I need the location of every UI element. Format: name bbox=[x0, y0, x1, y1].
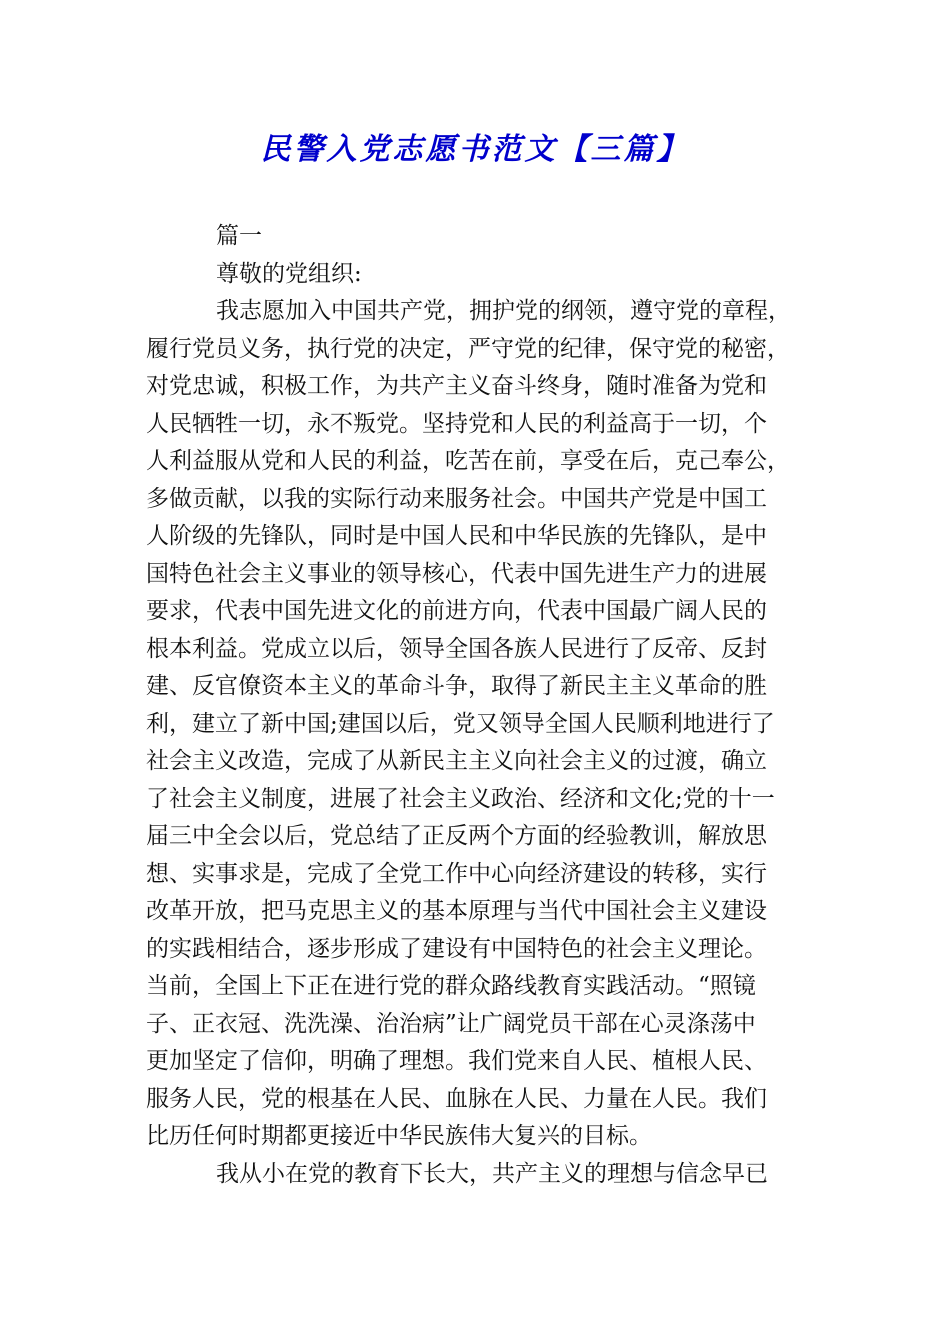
paragraph-line: 想、实事求是，完成了全党工作中心向经济建设的转移，实行 bbox=[146, 860, 767, 887]
paragraph-line: 根本利益。党成立以后，领导全国各族人民进行了反帝、反封 bbox=[146, 635, 767, 662]
paragraph-line: 人利益服从党和人民的利益，吃苦在前，享受在后，克己奉公， bbox=[146, 448, 790, 474]
salutation: 尊敬的党组织: bbox=[216, 260, 362, 287]
document-body bbox=[146, 218, 796, 1193]
paragraph-line: 届三中全会以后，党总结了正反两个方面的经验教训，解放思 bbox=[146, 823, 767, 849]
section-heading: 篇一 bbox=[216, 223, 262, 249]
paragraph-line: 子、正衣冠、洗洗澡、治治病”让广阔党员干部在心灵涤荡中 bbox=[146, 1010, 756, 1037]
paragraph-line: 当前，全国上下正在进行党的群众路线教育实践活动。“照镜 bbox=[146, 973, 756, 999]
paragraph-line: 比历任何时期都更接近中华民族伟大复兴的目标。 bbox=[146, 1123, 652, 1149]
paragraph-line: 人阶级的先锋队，同时是中国人民和中华民族的先锋队，是中 bbox=[146, 523, 767, 549]
paragraph-line: 我从小在党的教育下长大，共产主义的理想与信念早已 bbox=[216, 1160, 768, 1187]
paragraph-line: 要求，代表中国先进文化的前进方向，代表中国最广阔人民的 bbox=[146, 598, 767, 624]
paragraph-line: 社会主义改造，完成了从新民主主义向社会主义的过渡，确立 bbox=[146, 748, 767, 774]
paragraph-line: 改革开放，把马克思主义的基本原理与当代中国社会主义建设 bbox=[146, 898, 767, 924]
paragraph-line: 服务人民，党的根基在人民、血脉在人民、力量在人民。我们 bbox=[146, 1085, 767, 1112]
paragraph-line: 更加坚定了信仰，明确了理想。我们党来自人民、植根人民、 bbox=[146, 1048, 767, 1074]
paragraph-line: 对党忠诚，积极工作，为共产主义奋斗终身，随时准备为党和 bbox=[146, 373, 767, 399]
paragraph-line: 利，建立了新中国;建国以后，党又领导全国人民顺利地进行了 bbox=[146, 710, 775, 737]
paragraph-line: 多做贡献，以我的实际行动来服务社会。中国共产党是中国工 bbox=[146, 485, 767, 512]
document-title: 民警入党志愿书范文【三篇】 bbox=[260, 132, 690, 167]
paragraph-line: 的实践相结合，逐步形成了建设有中国特色的社会主义理论。 bbox=[146, 935, 767, 962]
paragraph-line: 我志愿加入中国共产党，拥护党的纲领，遵守党的章程， bbox=[216, 298, 791, 324]
paragraph-line: 了社会主义制度，进展了社会主义政治、经济和文化;党的十一 bbox=[146, 785, 775, 812]
paragraph-line: 国特色社会主义事业的领导核心，代表中国先进生产力的进展 bbox=[146, 560, 767, 587]
paragraph-line: 建、反官僚资本主义的革命斗争，取得了新民主主义革命的胜 bbox=[146, 673, 767, 699]
paragraph-line: 履行党员义务，执行党的决定，严守党的纪律，保守党的秘密， bbox=[146, 335, 790, 362]
paragraph-line: 人民牺牲一切，永不叛党。坚持党和人民的利益高于一切，个 bbox=[146, 410, 767, 437]
